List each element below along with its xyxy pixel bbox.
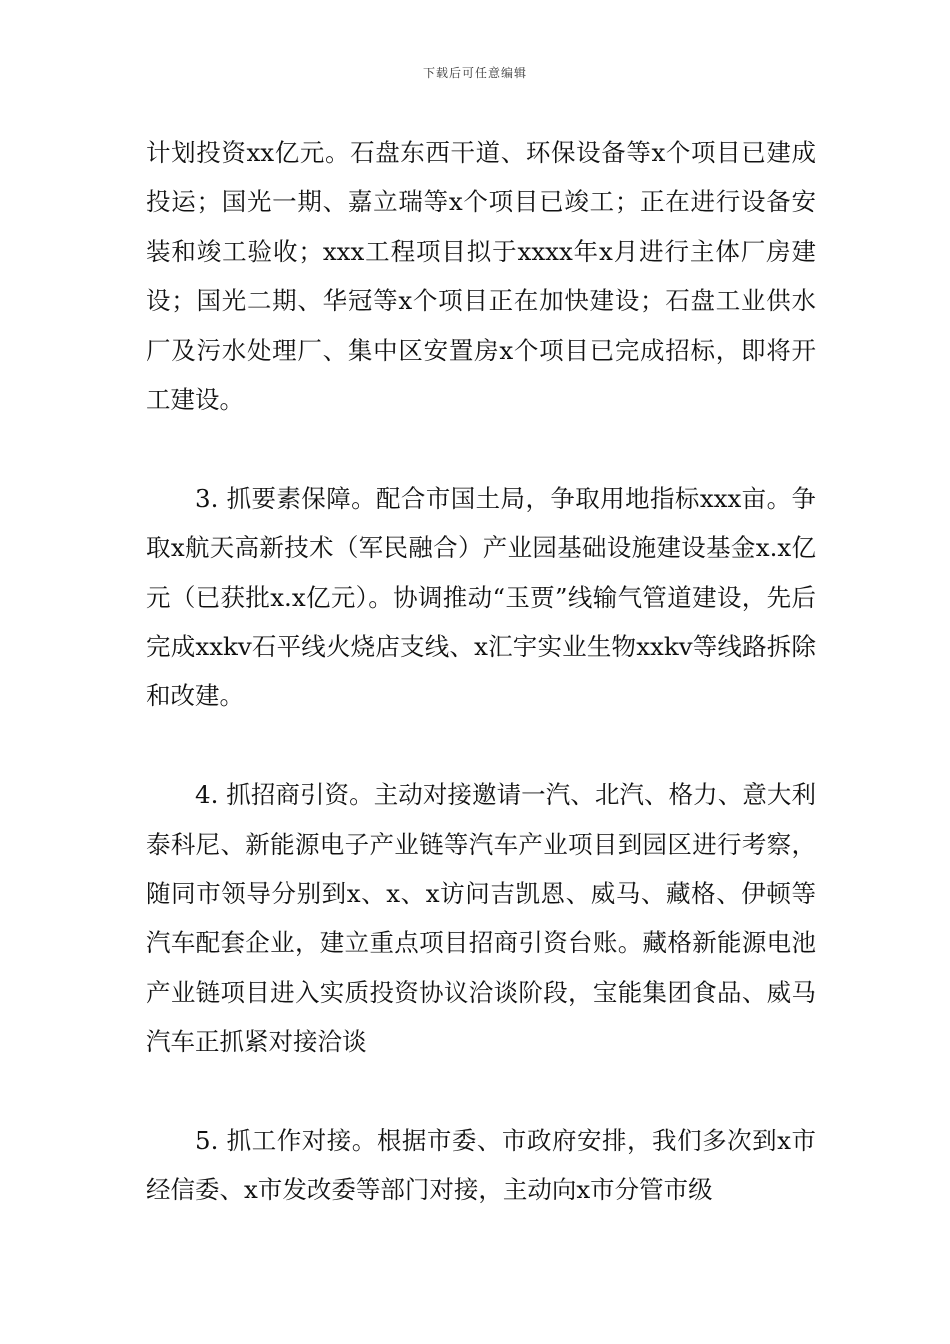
paragraph-resource-support: 3. 抓要素保障。配合市国土局，争取用地指标xxx亩。争取x航天高新技术（军民融合）产业园基础设施建设基金x.x亿元（已获批x.x亿元）。协调推动“玉贾”线输气管道建设，先后完成xxkv石平线火烧店支线、x汇宇实业生物xxkv等线路拆除和改建。 bbox=[146, 483, 816, 711]
paragraph-investment-attraction: 4. 抓招商引资。主动对接邀请一汽、北汽、格力、意大利泰科尼、新能源电子产业链等汽车产业项目到园区进行考察，随同市领导分别到x、x、x访问吉凯恩、威马、藏格、伊顿等汽车配套企业，建立重点项目招商引资台账。藏格新能源电池产业链项目进入实质投资协议洽谈阶段，宝能集团食品、威马汽车正抓紧对接洽谈 bbox=[146, 780, 816, 1057]
page-header: 下载后可任意编辑 bbox=[422, 66, 527, 80]
document-body bbox=[146, 128, 816, 1215]
paragraph-investment-progress: 计划投资xx亿元。石盘东西干道、环保设备等x个项目已建成投运；国光一期、嘉立瑞等x个项目已竣工；正在进行设备安装和竣工验收；xxx工程项目拟于xxxx年x月进行主体厂房建设；国光二期、华冠等x个项目正在加快建设；石盘工业供水厂及污水处理厂、集中区安置房x个项目已完成招标，即将开工建设。 bbox=[146, 138, 816, 415]
paragraph-work-coordination: 5. 抓工作对接。根据市委、市政府安排，我们多次到x市经信委、x市发改委等部门对接，主动向x市分管市级 bbox=[146, 1126, 816, 1205]
